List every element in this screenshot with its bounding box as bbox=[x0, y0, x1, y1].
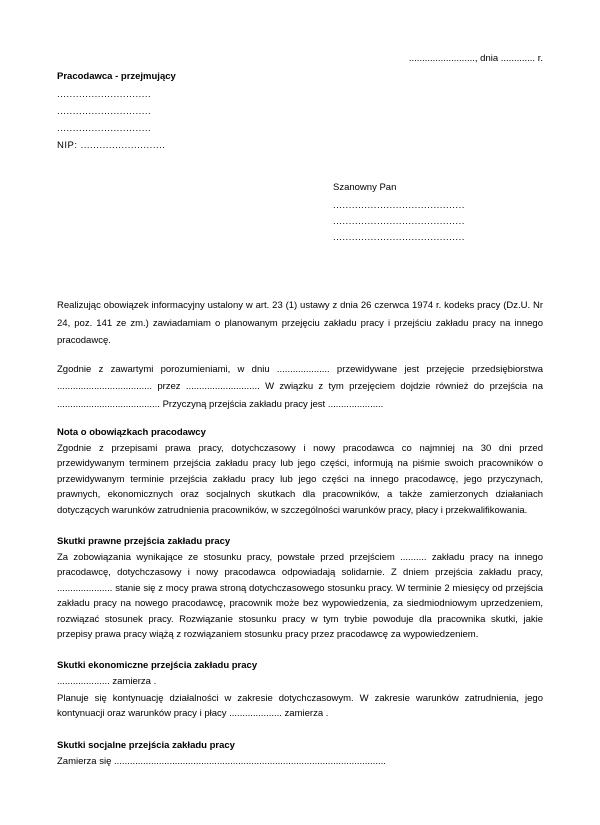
section-economic-body: Planuje się kontynuację działalności w zakresie dotychczasowym. W zakresie warunków zatrudnienia, jego kontynuacji oraz warunków pracy i płacy .................... zamierza . bbox=[57, 692, 543, 720]
sender-fill-lines bbox=[57, 86, 543, 154]
section-social-body: Zamierza się ....................................................................................................... bbox=[57, 755, 386, 767]
section-social bbox=[57, 739, 543, 769]
intro-paragraph: Realizując obowiązek informacyjny ustalony w art. 23 (1) ustawy z dnia 26 czerwca 1974 r. kodeks pracy (Dz.U. Nr 24, poz. 141 ze zm.) zawiadamiam o planowanym przejęciu zakładu pracy i przejściu zakładu pracy na innego pracodawcę. bbox=[57, 300, 543, 346]
section-social-heading: Skutki socjalne przejścia zakładu pracy bbox=[57, 739, 235, 751]
sender-nip-line: NIP: ........................... bbox=[57, 140, 166, 151]
document-content bbox=[0, 53, 600, 769]
section-obligations-heading: Nota o obowiązkach pracodawcy bbox=[57, 427, 206, 438]
section-economic-fill-line: .................... zamierza . bbox=[57, 676, 157, 688]
section-economic bbox=[57, 659, 543, 721]
recipient-fill-line-1: .......................................... bbox=[333, 200, 465, 211]
sender-fill-line-1: .............................. bbox=[57, 89, 152, 100]
recipient-fill-lines bbox=[333, 198, 543, 246]
sender-block bbox=[57, 71, 543, 154]
section-obligations-body: Zgodnie z przepisami prawa pracy, dotychczasowy i nowy pracodawca co najmniej na 30 dni przed przewidywanym terminem przejścia zakładu pracy lub jego części, informują na piśmie swoich pracowników o przewidywanym terminie przejścia zakładu pracy lub jego części na innego pracodawcę, jego przyczynach, prawnych, ekonomicznych oraz socjalnych skutkach dla pracowników, a także zamierzonych działaniach dotyczących warunków zatrudnienia pracowników, w szczególności warunków pracy, płacy i przekwalifikowania. bbox=[57, 443, 543, 516]
section-legal-body: Za zobowiązania wynikające ze stosunku pracy, powstałe przed przejściem .......... zakładu pracy na innego pracodawcę, dotychczasowy i nowy pracodawca odpowiadają solidarnie. Z dniem przejścia zakładu pracy, ..................... stanie się z mocy prawa stroną dotychczasowego stosunku pracy. W terminie 2 miesięcy od przejścia zakładu pracy na nowego pracodawcę, pracownik może bez wypowiedzenia, za siedmiodniowym uprzedzeniem, rozwiązać stosunek pracy. Rozwiązanie stosunku pracy w tym trybie powoduje dla pracownika skutki, jakie przepisy prawa pracy wiążą z rozwiązaniem stosunku pracy przez pracodawcę za wypowiedzeniem. bbox=[57, 552, 543, 641]
section-obligations bbox=[57, 426, 543, 518]
sender-fill-line-2: .............................. bbox=[57, 106, 152, 117]
sender-title: Pracodawca - przejmujący bbox=[57, 71, 176, 82]
sender-fill-line-3: .............................. bbox=[57, 123, 152, 134]
recipient-fill-line-3: .......................................... bbox=[333, 232, 465, 243]
agreement-paragraph: Zgodnie z zawartymi porozumieniami, w dniu .................... przewidywane jest przejęcie przedsiębiorstwa .................................... przez ............................ W związku z tym przejęciem dojdzie również do przejścia na ....................................... Przyczyną przejścia zakładu pracy jest ..................... bbox=[57, 363, 543, 410]
date-line: ........................., dnia ............. r. bbox=[408, 53, 543, 64]
recipient-fill-line-2: .......................................... bbox=[333, 216, 465, 227]
recipient-salutation: Szanowny Pan bbox=[333, 182, 397, 193]
section-legal bbox=[57, 535, 543, 642]
section-economic-heading: Skutki ekonomiczne przejścia zakładu pracy bbox=[57, 660, 258, 672]
section-legal-heading: Skutki prawne przejścia zakładu pracy bbox=[57, 536, 231, 548]
recipient-block bbox=[333, 182, 543, 246]
